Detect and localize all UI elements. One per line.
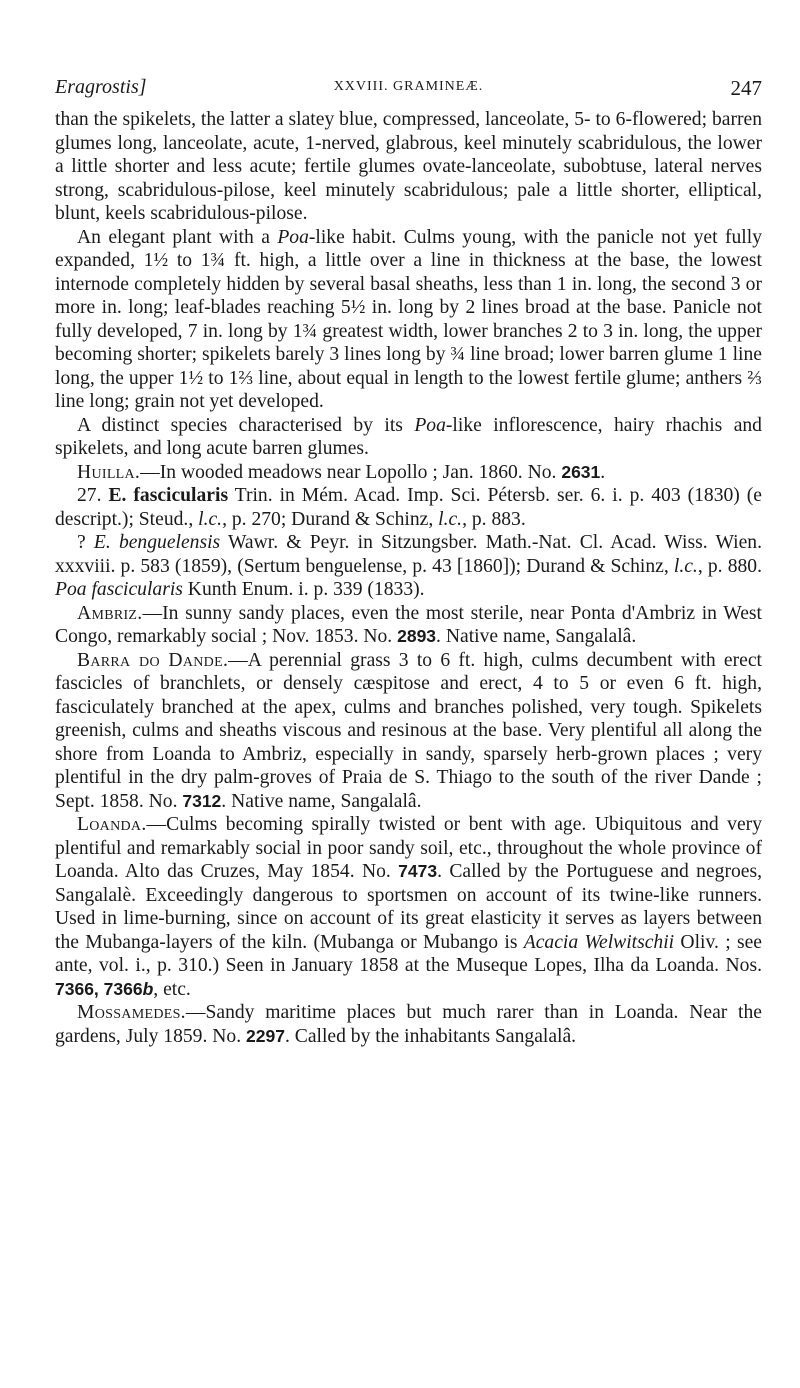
running-header (55, 76, 762, 106)
paragraph-habit: An elegant plant with a Poa-like habit. Culms young, with the panicle not yet fully expanded, 1½ to 1¾ ft. high, a little over a line in thickness at the base, the lowest internode completely hidden by several basal sheaths, less than 1 in. long, the second 3 or more in. long; leaf-blades reaching 5½ in. long by 2 lines broad at the base. Panicle not fully developed, 7 in. long by 1¾ greatest width, lower branches 2 to 3 in. long, the upper becoming shorter; spikelets barely 3 lines long by ¾ line broad; lower barren glume 1 line long, the upper 1½ to 1⅔ line, about equal in length to the lowest fertile glume; anthers ⅔ line long; grain not yet developed. (55, 226, 762, 412)
paragraph-ambriz: Ambriz.—In sunny sandy places, even the most sterile, near Ponta d'Ambriz in West Congo, remarkably social ; Nov. 1853. No. 2893. Native name, Sangalalâ. (55, 602, 762, 647)
specimen-number: 2631 (561, 461, 601, 482)
page-body (55, 108, 762, 1048)
paragraph-description-end: than the spikelets, the latter a slatey blue, compressed, lanceolate, 5- to 6-flowered; barren glumes long, lanceolate, acute, 1-nerved, glabrous, keel minutely scabridulous, the lower a little shorter and less acute; fertile glumes ovate-lanceolate, subobtuse, lateral nerves strong, scabridulous-pilose, keel minutely scabridulous; pale a little shorter, elliptical, blunt, keels scabridulous-pilose. (55, 109, 762, 224)
header-genus: Eragrostis] (55, 76, 147, 98)
paragraph-loanda: Loanda.—Culms becoming spirally twisted or bent with age. Ubiquitous and very plentiful and remarkably social in poor sandy soil, etc., throughout the whole province of Loanda. Alto das Cruzes, May 1854. No. 7473. Called by the Portuguese and negroes, Sangalalè. Exceedingly dangerous to sportsmen on account of its twine-like runners. Used in lime-burning, since on account of its great elasticity it serves as layers between the Mubanga-layers of the kiln. (Mubanga or Mubango is Acacia Welwitschii Oliv. ; see ante, vol. i., p. 310.) Seen in January 1858 at the Museque Lopes, Ilha da Loanda. Nos. 7366, 7366b, etc. (55, 814, 762, 1000)
specimen-number: 7312 (182, 790, 222, 811)
paragraph-huilla: Huilla.—In wooded meadows near Lopollo ; Jan. 1860. No. 2631. (77, 461, 606, 483)
locality-barra-do-dande: Barra do Dande. (77, 649, 229, 671)
locality-loanda: Loanda. (77, 814, 147, 835)
locality-ambriz: Ambriz. (77, 602, 143, 624)
specimen-numbers: 7366, 7366 (55, 978, 143, 999)
specimen-number: 7473 (398, 861, 438, 881)
locality-mossamedes: Mossamedes. (77, 1002, 186, 1023)
header-section: XXVIII. GRAMINEÆ. (333, 79, 484, 94)
page-number: 247 (730, 76, 762, 100)
specimen-number: 2297 (246, 1025, 285, 1046)
paragraph-diagnosis: A distinct species characterised by its Poa-like inflorescence, hairy rhachis and spikelets, and long acute barren glumes. (55, 414, 762, 459)
locality-huilla: Huilla. (77, 461, 141, 483)
species-heading: 27. E. fascicularis Trin. in Mém. Acad. Imp. Sci. Pétersb. ser. 6. i. p. 403 (1830) (e descript.); Steud., l.c., p. 270; Durand & Schinz, l.c., p. 883. (55, 485, 762, 530)
species-name: E. fascicularis (108, 485, 229, 506)
synonymy: ? E. benguelensis Wawr. & Peyr. in Sitzungsber. Math.-Nat. Cl. Acad. Wiss. Wien. xxxviii. p. 583 (1859), (Sertum benguelense, p. 43 [1860]); Durand & Schinz, l.c., p. 880. Poa fascicularis Kunth Enum. i. p. 339 (1833). (55, 532, 762, 600)
paragraph-barra-do-dande: Barra do Dande.—A perennial grass 3 to 6 ft. high, culms decumbent with erect fascicles of branchlets, or densely cæspitose and erect, 4 to 5 or even 6 ft. high, fasciculately branched at the apex, culms and branches polished, very tough. Spikelets greenish, culms and sheaths viscous and resinous at the base. Very plentiful all along the shore from Loanda to Ambriz, especially in sandy, sparsely herb-grown places ; very plentiful in the dry palm-groves of Praia de S. Thiago to the south of the river Dande ; Sept. 1858. No. 7312. Native name, Sangalalâ. (55, 649, 762, 812)
specimen-number: 2893 (397, 626, 437, 646)
paragraph-mossamedes: Mossamedes.—Sandy maritime places but much rarer than in Loanda. Near the gardens, July 1859. No. 2297. Called by the inhabitants Sangalalâ. (55, 1002, 762, 1047)
